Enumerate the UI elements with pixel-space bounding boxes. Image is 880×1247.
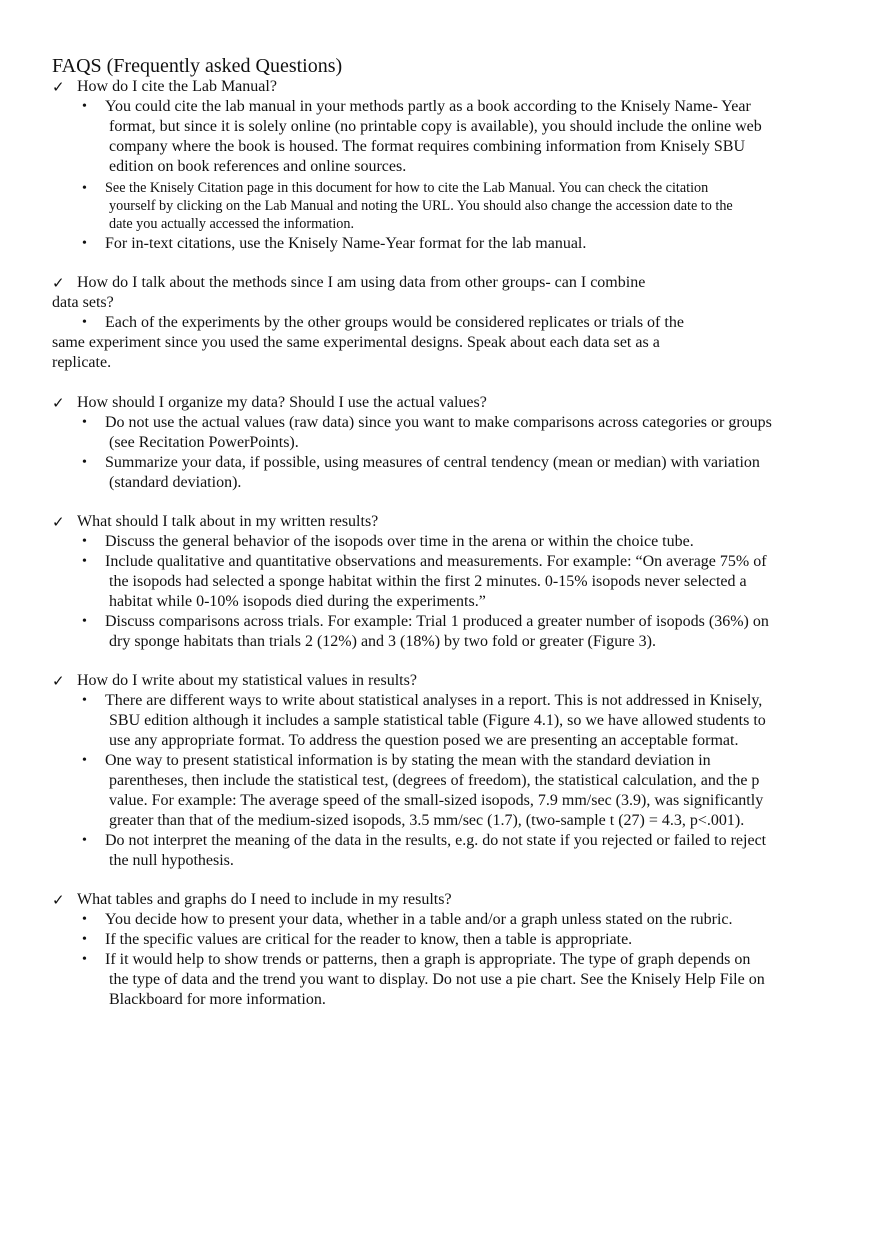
answer-line: edition on book references and online sources.: [109, 158, 407, 175]
faq-question: data sets?: [52, 294, 114, 311]
answer-line: There are different ways to write about statistical analyses in a report. This is not addressed in Knisely,: [105, 692, 763, 709]
answer-line: (standard deviation).: [109, 474, 242, 491]
bullet-icon: •: [82, 99, 87, 114]
answer-line: Do not interpret the meaning of the data in the results, e.g. do not state if you rejected or failed to reject: [105, 832, 767, 849]
bullet-icon: •: [82, 236, 87, 251]
bullet-icon: •: [82, 952, 87, 967]
bullet-icon: •: [82, 534, 87, 549]
faq-question: What should I talk about in my written results?: [77, 513, 379, 530]
answer-line: parentheses, then include the statistical test, (degrees of freedom), the statistical calculation, and the p: [109, 772, 760, 789]
answer-line: company where the book is housed. The format requires combining information from Knisely SBU: [109, 138, 746, 155]
check-icon: ✓: [52, 78, 65, 96]
answer-line: You could cite the lab manual in your methods partly as a book according to the Knisely Name- Year: [105, 98, 751, 115]
answer-line: the null hypothesis.: [109, 852, 234, 869]
faq-question: How should I organize my data? Should I use the actual values?: [77, 394, 487, 411]
answer-line: Each of the experiments by the other groups would be considered replicates or trials of the: [105, 314, 684, 331]
answer-line: habitat while 0-10% isopods died during the experiments.”: [109, 593, 486, 610]
answer-line: replicate.: [52, 354, 112, 371]
bullet-icon: •: [82, 833, 87, 848]
answer-line: format, but since it is solely online (no printable copy is available), you should include the online web: [109, 118, 762, 135]
bullet-icon: •: [82, 415, 87, 430]
faq-question: What tables and graphs do I need to include in my results?: [77, 891, 452, 908]
answer-line: the isopods had selected a sponge habitat within the first 2 minutes. 0-15% isopods never selected a: [109, 573, 747, 590]
answer-line: For in-text citations, use the Knisely Name-Year format for the lab manual.: [105, 235, 587, 252]
check-icon: ✓: [52, 891, 65, 909]
answer-line: date you actually accessed the information.: [109, 216, 355, 232]
answer-line: SBU edition although it includes a sample statistical table (Figure 4.1), so we have allowed students to: [109, 712, 766, 729]
check-icon: ✓: [52, 274, 65, 292]
check-icon: ✓: [52, 672, 65, 690]
answer-line: See the Knisely Citation page in this document for how to cite the Lab Manual. You can check the citation: [105, 180, 709, 196]
answer-line: (see Recitation PowerPoints).: [109, 434, 299, 451]
answer-line: the type of data and the trend you want to display. Do not use a pie chart. See the Knisely Help File on: [109, 971, 765, 988]
answer-line: value. For example: The average speed of the small-sized isopods, 7.9 mm/sec (3.9), was significantly: [109, 792, 764, 809]
bullet-icon: •: [82, 455, 87, 470]
answer-line: Include qualitative and quantitative observations and measurements. For example: “On average 75% of: [105, 553, 767, 570]
bullet-icon: •: [82, 181, 87, 196]
answer-line: Discuss comparisons across trials. For example: Trial 1 produced a greater number of isopods (36%) on: [105, 613, 769, 630]
bullet-icon: •: [82, 554, 87, 569]
faq-question: How do I cite the Lab Manual?: [77, 78, 277, 95]
check-icon: ✓: [52, 394, 65, 412]
answer-line: use any appropriate format. To address the question posed we are presenting an acceptable format.: [109, 732, 739, 749]
answer-line: greater than that of the medium-sized isopods, 3.5 mm/sec (1.7), (two-sample t (27) = 4.3, p<.001).: [109, 812, 745, 829]
bullet-icon: •: [82, 693, 87, 708]
answer-line: If the specific values are critical for the reader to know, then a table is appropriate.: [105, 931, 633, 948]
answer-line: same experiment since you used the same experimental designs. Speak about each data set as a: [52, 334, 660, 351]
answer-line: yourself by clicking on the Lab Manual and noting the URL. You should also change the accession date to the: [109, 198, 733, 214]
page-title: FAQS (Frequently asked Questions): [52, 55, 343, 77]
answer-line: If it would help to show trends or patterns, then a graph is appropriate. The type of graph depends on: [105, 951, 751, 968]
answer-line: Discuss the general behavior of the isopods over time in the arena or within the choice tube.: [105, 533, 694, 550]
answer-line: dry sponge habitats than trials 2 (12%) and 3 (18%) by two fold or greater (Figure 3).: [109, 633, 656, 650]
bullet-icon: •: [82, 912, 87, 927]
bullet-icon: •: [82, 932, 87, 947]
check-icon: ✓: [52, 513, 65, 531]
bullet-icon: •: [82, 614, 87, 629]
answer-line: Summarize your data, if possible, using measures of central tendency (mean or median) with variation: [105, 454, 760, 471]
bullet-icon: •: [82, 753, 87, 768]
faq-question: How do I talk about the methods since I am using data from other groups- can I combine: [77, 274, 646, 291]
faq-question: How do I write about my statistical values in results?: [77, 672, 417, 689]
answer-line: One way to present statistical information is by stating the mean with the standard deviation in: [105, 752, 711, 769]
answer-line: Blackboard for more information.: [109, 991, 326, 1008]
answer-line: Do not use the actual values (raw data) since you want to make comparisons across categories or groups: [105, 414, 772, 431]
bullet-icon: •: [82, 315, 87, 330]
answer-line: You decide how to present your data, whether in a table and/or a graph unless stated on the rubric.: [105, 911, 733, 928]
